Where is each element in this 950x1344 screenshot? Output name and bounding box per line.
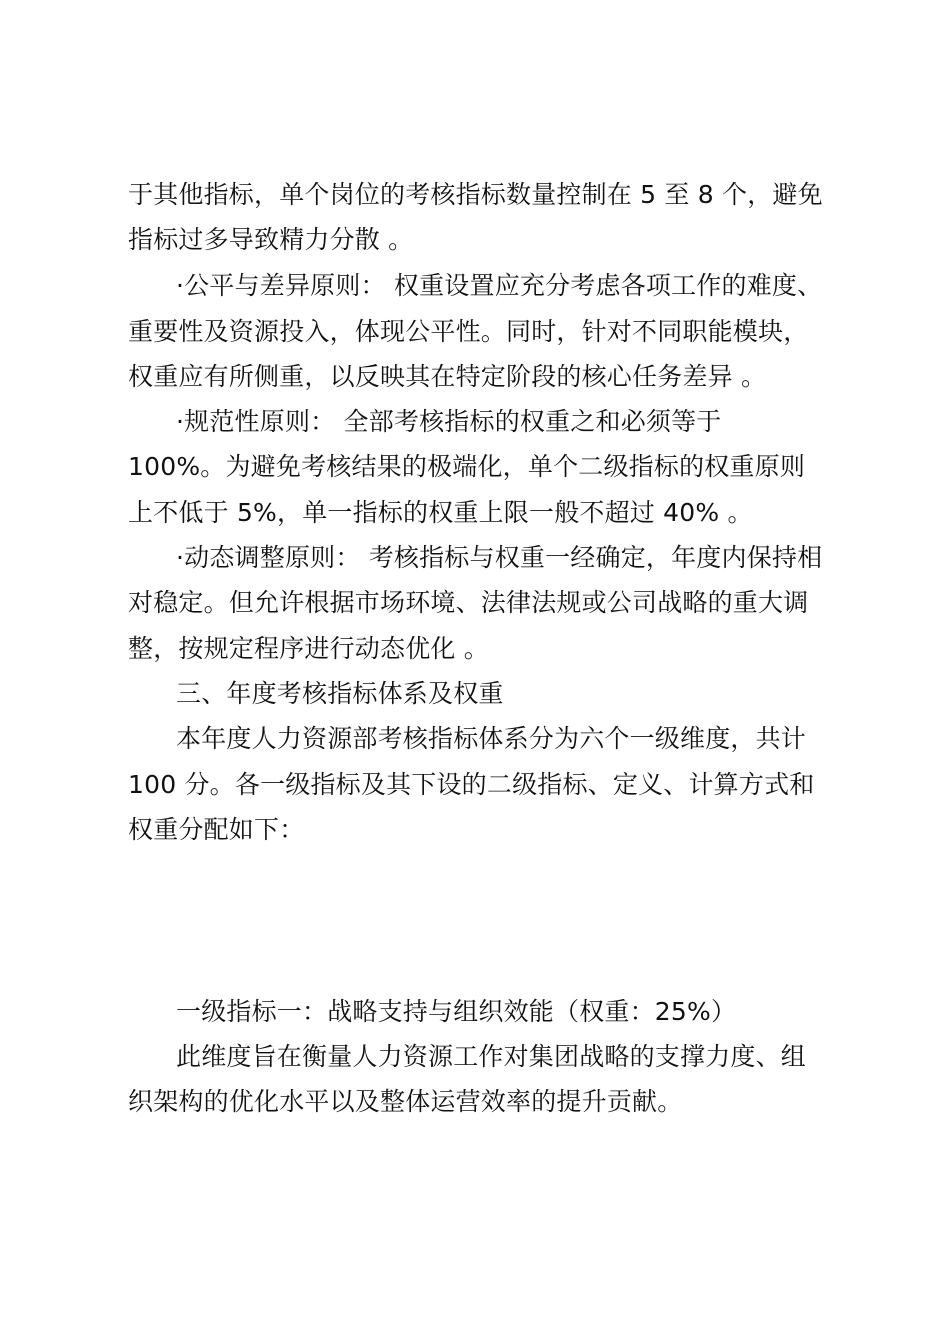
paragraph-line: 重要性及资源投入，体现公平性。同时，针对不同职能模块， — [128, 317, 809, 346]
paragraph-line: 100 分。各一级指标及其下设的二级指标、定义、计算方式和 — [128, 770, 815, 799]
indicator-heading: 一级指标一：战略支持与组织效能（权重：25%） — [176, 997, 737, 1026]
paragraph-line: 权重分配如下： — [128, 815, 305, 844]
paragraph-line: 上不低于 5%，单一指标的权重上限一般不超过 40% 。 — [128, 498, 753, 527]
paragraph-line: 指标过多导致精力分散 。 — [128, 225, 414, 254]
section-heading: 三、年度考核指标体系及权重 — [176, 679, 504, 708]
paragraph-line: 织架构的优化水平以及整体运营效率的提升贡献。 — [128, 1087, 683, 1116]
paragraph-line: 本年度人力资源部考核指标体系分为六个一级维度，共计 — [176, 724, 807, 753]
principle-fairness-heading: ·公平与差异原则： 权重设置应充分考虑各项工作的难度、 — [176, 271, 823, 300]
principle-standard-heading: ·规范性原则： 全部考核指标的权重之和必须等于 — [176, 407, 722, 436]
paragraph-line: 对稳定。但允许根据市场环境、法律法规或公司战略的重大调 — [128, 588, 809, 617]
paragraph-line: 权重应有所侧重，以反映其在特定阶段的核心任务差异 。 — [128, 362, 767, 391]
paragraph-line: 100%。为避免考核结果的极端化，单个二级指标的权重原则 — [128, 452, 806, 481]
paragraph-line: 整，按规定程序进行动态优化 。 — [128, 634, 489, 663]
principle-dynamic-heading: ·动态调整原则： 考核指标与权重一经确定，年度内保持相 — [176, 543, 823, 572]
paragraph-line: 于其他指标，单个岗位的考核指标数量控制在 5 至 8 个，避免 — [128, 180, 823, 209]
paragraph-line: 此维度旨在衡量人力资源工作对集团战略的支撑力度、组 — [176, 1042, 807, 1071]
